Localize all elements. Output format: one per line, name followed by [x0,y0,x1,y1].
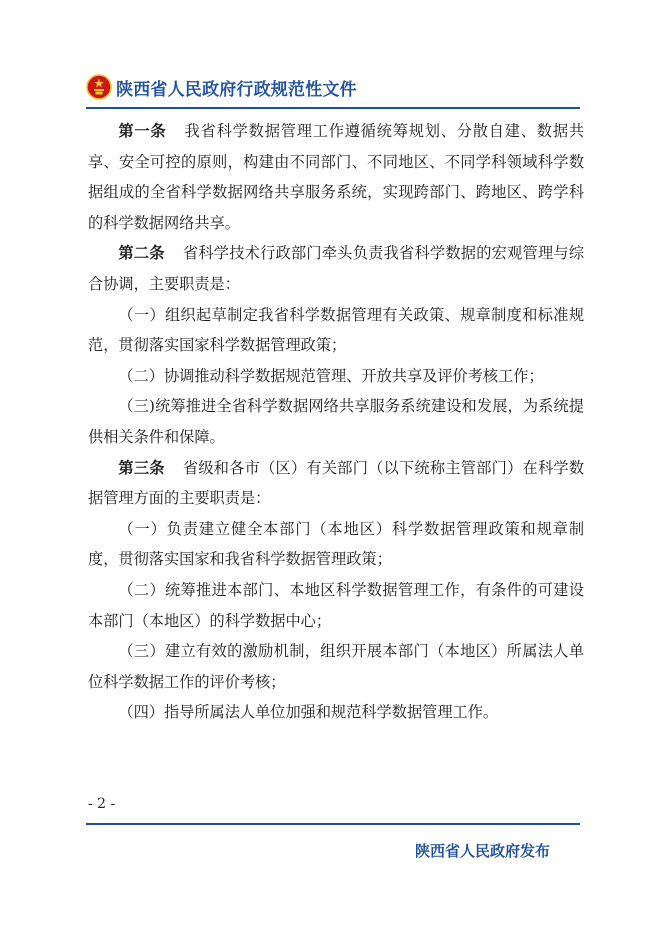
article-label: 第三条 [118,458,165,477]
article-3-item: （四）指导所属法人单位加强和规范科学数据管理工作。 [118,703,499,722]
article-2-item: （一）组织起草制定我省科学数据管理有关政策、规章制度和标准规范，贯彻落实国家科学数据管理政策； [88,305,584,355]
article-label: 第一条 [118,122,167,140]
article-2 [88,238,584,299]
national-emblem-icon [86,74,112,100]
article-3-item: （一）负责建立健全本部门（本地区）科学数据管理政策和规章制度，贯彻落实国家和我省科学数据管理政策； [88,519,584,569]
article-3-item: （三）建立有效的激励机制，组织开展本部门（本地区）所属法人单位科学数据工作的评价考核； [88,642,584,691]
footer-publisher: 陕西省人民政府发布 [414,842,550,860]
page-number: - 2 - [88,796,116,812]
article-text: 我省科学数据管理工作遵循统筹规划、分散自建、数据共享、安全可控的原则，构建由不同部门、不同地区、不同学科领域科学数据组成的全省科学数据网络共享服务系统，实现跨部门、跨地区、跨学科的科学数据网络共享。 [88,122,585,232]
article-text: 省科学技术行政部门牵头负责我省科学数据的宏观管理与综合协调，主要职责是： [88,244,585,293]
footer-divider [86,823,580,825]
document-header [86,70,357,104]
article-label: 第二条 [118,244,165,263]
article-text: 省级和各市（区）有关部门（以下统称主管部门）在科学数据管理方面的主要职责是： [88,458,585,508]
article-3-item: （二）统筹推进本部门、本地区科学数据管理工作，有条件的可建设本部门（本地区）的科学数据中心； [88,580,584,630]
document-body [88,116,584,728]
header-divider [86,107,580,109]
header-title: 陕西省人民政府行政规范性文件 [116,79,357,100]
article-1 [88,116,584,238]
article-2-item: （三)统筹推进全省科学数据网络共享服务系统建设和发展，为系统提供相关条件和保障。 [88,397,584,446]
article-2-item: （二）协调推动科学数据规范管理、开放共享及评价考核工作； [118,366,544,385]
article-3 [88,453,584,514]
